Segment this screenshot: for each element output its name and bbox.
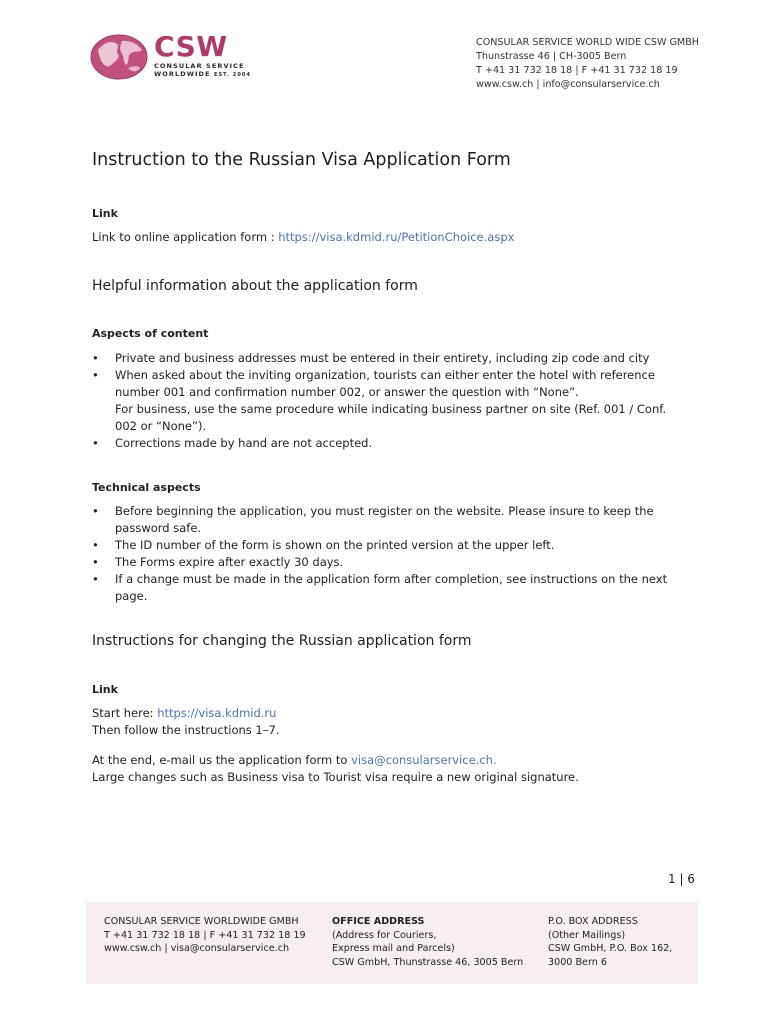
online-form-paragraph bbox=[92, 229, 514, 246]
helpful-info-heading: Helpful information about the application form bbox=[92, 278, 418, 294]
email-paragraph bbox=[92, 752, 497, 769]
list-item-line: Private and business addresses must be entered in their entirety, including zip code and city bbox=[115, 351, 650, 365]
globe-icon bbox=[90, 32, 150, 82]
follow-instructions-text: Then follow the instructions 1–7. bbox=[92, 723, 280, 737]
bullet-symbol: • bbox=[92, 351, 99, 365]
start-here-text: Start here: bbox=[92, 706, 158, 720]
list-item bbox=[92, 503, 695, 537]
online-form-text: Link to online application form : bbox=[92, 230, 279, 244]
list-item-line: Corrections made by hand are not accepted. bbox=[115, 436, 373, 450]
header-phone: T +41 31 732 18 18 | F +41 31 732 18 19 bbox=[476, 65, 678, 76]
email-link[interactable]: visa@consularservice.ch. bbox=[351, 753, 497, 767]
footer-pobox-col bbox=[548, 915, 672, 969]
page-number: 1 | 6 bbox=[668, 872, 695, 886]
technical-aspects-list bbox=[92, 503, 695, 605]
header-address bbox=[476, 36, 699, 92]
logo-brand: CSW bbox=[154, 30, 228, 63]
logo-tagline-est: EST. 2004 bbox=[213, 72, 252, 78]
header-street: Thunstrasse 46 | CH-3005 Bern bbox=[476, 51, 627, 62]
footer-office-line: Express mail and Parcels) bbox=[332, 943, 455, 954]
footer-company-col bbox=[104, 915, 306, 956]
list-item-line: The Forms expire after exactly 30 days. bbox=[115, 555, 344, 569]
page-title: Instruction to the Russian Visa Application Form bbox=[92, 150, 511, 170]
content-aspects-list bbox=[92, 350, 695, 452]
bullet-symbol: • bbox=[92, 436, 99, 450]
bullet-symbol: • bbox=[92, 555, 99, 569]
header-web-email: www.csw.ch | info@consularservice.ch bbox=[476, 79, 660, 90]
logo-tagline-worldwide: WORLDWIDE bbox=[154, 70, 211, 78]
footer-office-col bbox=[332, 915, 523, 969]
technical-aspects-label: Technical aspects bbox=[92, 481, 201, 494]
list-item-line: The ID number of the form is shown on the printed version at the upper left. bbox=[115, 538, 555, 552]
footer-phone: T +41 31 732 18 18 | F +41 31 732 18 19 bbox=[104, 929, 306, 941]
footer-company-name: CONSULAR SERVICE WORLDWIDE GMBH bbox=[104, 916, 299, 927]
list-item-line: 002 or “None”). bbox=[115, 419, 207, 433]
changing-form-heading: Instructions for changing the Russian application form bbox=[92, 633, 472, 649]
company-logo bbox=[90, 32, 260, 82]
list-item-line: For business, use the same procedure while indicating business partner on site (Ref. 001 / Conf. bbox=[115, 402, 667, 416]
logo-tagline-1: CONSULAR SERVICE bbox=[154, 62, 245, 70]
list-item-line: If a change must be made in the application form after completion, see instructions on the next bbox=[115, 572, 668, 586]
list-item-line: page. bbox=[115, 589, 148, 603]
footer-web-email: www.csw.ch | visa@consularservice.ch bbox=[104, 943, 290, 954]
list-item bbox=[92, 571, 695, 605]
large-changes-text: Large changes such as Business visa to Tourist visa require a new original signature. bbox=[92, 770, 579, 784]
list-item bbox=[92, 537, 695, 554]
link-label: Link bbox=[92, 207, 118, 220]
footer-pobox-line: (Other Mailings) bbox=[548, 929, 626, 941]
list-item-line: password safe. bbox=[115, 521, 202, 535]
bullet-symbol: • bbox=[92, 368, 99, 382]
footer bbox=[86, 902, 698, 984]
header-company-name: CONSULAR SERVICE WORLD WIDE CSW GMBH bbox=[476, 37, 700, 48]
changing-link-label: Link bbox=[92, 683, 118, 696]
content-aspects-label: Aspects of content bbox=[92, 327, 209, 340]
list-item bbox=[92, 350, 695, 367]
logo-tagline-2 bbox=[154, 70, 251, 79]
footer-office-title: OFFICE ADDRESS bbox=[332, 916, 425, 927]
list-item bbox=[92, 367, 695, 435]
footer-pobox-line: CSW GmbH, P.O. Box 162, bbox=[548, 943, 673, 954]
list-item bbox=[92, 435, 695, 452]
footer-office-line: (Address for Couriers, bbox=[332, 929, 437, 941]
bullet-symbol: • bbox=[92, 538, 99, 552]
bullet-symbol: • bbox=[92, 572, 99, 586]
email-text: At the end, e-mail us the application form to bbox=[92, 753, 352, 767]
bullet-symbol: • bbox=[92, 504, 99, 518]
footer-pobox-title: P.O. BOX ADDRESS bbox=[548, 916, 638, 927]
list-item bbox=[92, 554, 695, 571]
list-item-line: When asked about the inviting organization, tourists can either enter the hotel with reference bbox=[115, 368, 655, 382]
list-item-line: number 001 and confirmation number 002, or answer the question with “None”. bbox=[115, 385, 579, 399]
list-item-line: Before beginning the application, you must register on the website. Please insure to keep the bbox=[115, 504, 654, 518]
footer-pobox-line: 3000 Bern 6 bbox=[548, 956, 607, 968]
start-here-paragraph bbox=[92, 705, 276, 722]
footer-office-line: CSW GmbH, Thunstrasse 46, 3005 Bern bbox=[332, 956, 524, 968]
start-here-link[interactable]: https://visa.kdmid.ru bbox=[157, 706, 277, 720]
online-form-link[interactable]: https://visa.kdmid.ru/PetitionChoice.aspx bbox=[278, 230, 515, 244]
